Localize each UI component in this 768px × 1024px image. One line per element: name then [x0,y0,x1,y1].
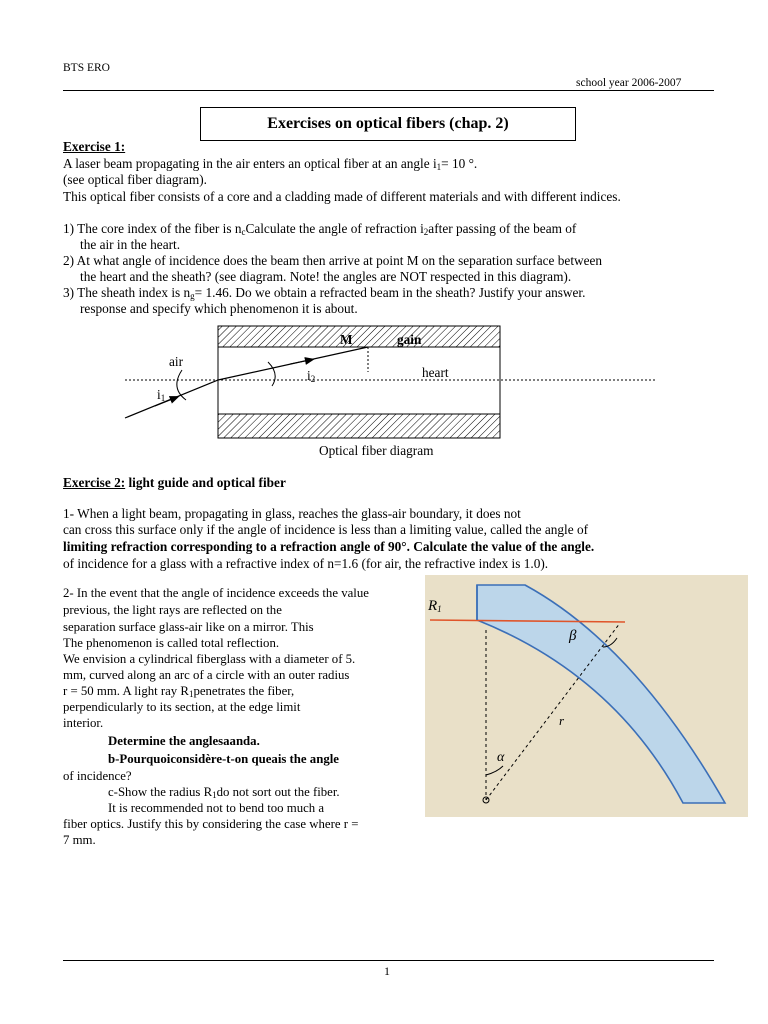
task-c: c-Show the radius $R_1do$ not sort out the fiber. [108,785,340,800]
exercise1-intro-1: A laser beam propagating in the air enters an optical fiber at an angle $i_1= 10$ °. [63,156,478,172]
diagram-caption: Optical fiber diagram [319,443,434,458]
task-b: b-Pourquoiconsidère-t-on queais the angle [108,752,339,766]
ex2-p1-line2: can cross this surface only if the angle of incidence is less than a limiting value, called the angle of [63,522,589,537]
task-d-line3: 7 mm. [63,833,96,847]
question-1: 1) The core index of the fiber is $n_cCalculate$ the angle of refraction $i_2after$ passing of the beam of [63,221,577,237]
ex2-p2-line3: separation surface glass-air like on a mirror. This [63,620,314,634]
question-3-line2: response and specify which phenomenon it is about. [80,301,358,316]
cladding-top [218,326,500,347]
footer-rule [63,960,714,961]
label-heart: heart [422,365,449,380]
question-1-line2: the air in the heart. [80,237,181,252]
ex2-p2-line8: perpendicularly to its section, at the edge limit [63,700,301,714]
photo-label-alpha: α [497,750,505,765]
ex2-p1-line4: of incidence for a glass with a refractive index of n=1.6 (for air, the refractive index is 1.0). [63,556,549,571]
label-gain: gain [397,332,422,347]
header-right: school year 2006-2007 [576,77,682,89]
question-3: 3) The sheath index is $n_g= 1.46$. Do we obtain a refracted beam in the sheath? Justify your answer. [63,285,586,301]
cladding-bottom [218,414,500,438]
task-a: Determine the anglesaanda. [108,734,260,748]
header-left: BTS ERO [63,62,110,74]
task-d: It is recommended not to bend too much a [108,801,325,815]
ex2-p2-line4: The phenomenon is called total reflection. [63,636,280,650]
task-d-line2: fiber optics. Justify this by considering the case where r = [63,817,359,831]
optical-fiber-diagram [120,322,660,462]
page-number: 1 [384,964,390,978]
photo-label-r: r [559,713,565,728]
question-2: 2) At what angle of incidence does the beam then arrive at point M on the separation surface between [63,253,603,268]
ex2-p1-line1: 1- When a light beam, propagating in glass, reaches the glass-air boundary, it does not [63,506,521,521]
header-rule [63,90,714,91]
bent-fiber-figure [425,575,748,817]
angle-i1-arc [177,370,186,400]
label-i1: $i_1$ [157,387,166,403]
ex2-p2-line5: We envision a cylindrical fiberglass with a diameter of 5. [63,652,356,666]
ex2-p2-line9: interior. [63,716,104,730]
exercise1-intro-3: This optical fiber consists of a core and a cladding made of different materials and with different indices. [63,189,621,204]
exercise1-heading: Exercise 1: [63,139,126,154]
ex2-p2-line2: previous, the light rays are reflected on the [63,603,282,617]
label-air: air [169,354,184,369]
ex2-p2-line1: 2- In the event that the angle of incidence exceeds the value [63,586,369,600]
label-M: M [340,332,353,347]
ex2-p2-line6: mm, curved along an arc of a circle with an outer radius [63,668,350,682]
label-i2: $i_2$ [307,368,316,384]
exercise2-heading: Exercise 2: light guide and optical fiber [63,475,286,490]
question-2-line2: the heart and the sheath? (see diagram. Note! the angles are NOT respected in this diagram). [80,269,572,284]
page-title: Exercises on optical fibers (chap. 2) [200,107,576,141]
task-b-line2: of incidence? [63,769,132,783]
photo-label-R1: $R_1$ [428,598,442,614]
photo-label-beta: β [569,628,577,644]
ex2-p1-line3: limiting refraction corresponding to a refraction angle of 90°. Calculate the value of the angle. [63,539,595,554]
exercise1-intro-2: (see optical fiber diagram). [63,172,207,187]
ex2-p2-line7: r = 50 mm. A light ray $R_1penetrates$ the fiber, [63,684,295,699]
